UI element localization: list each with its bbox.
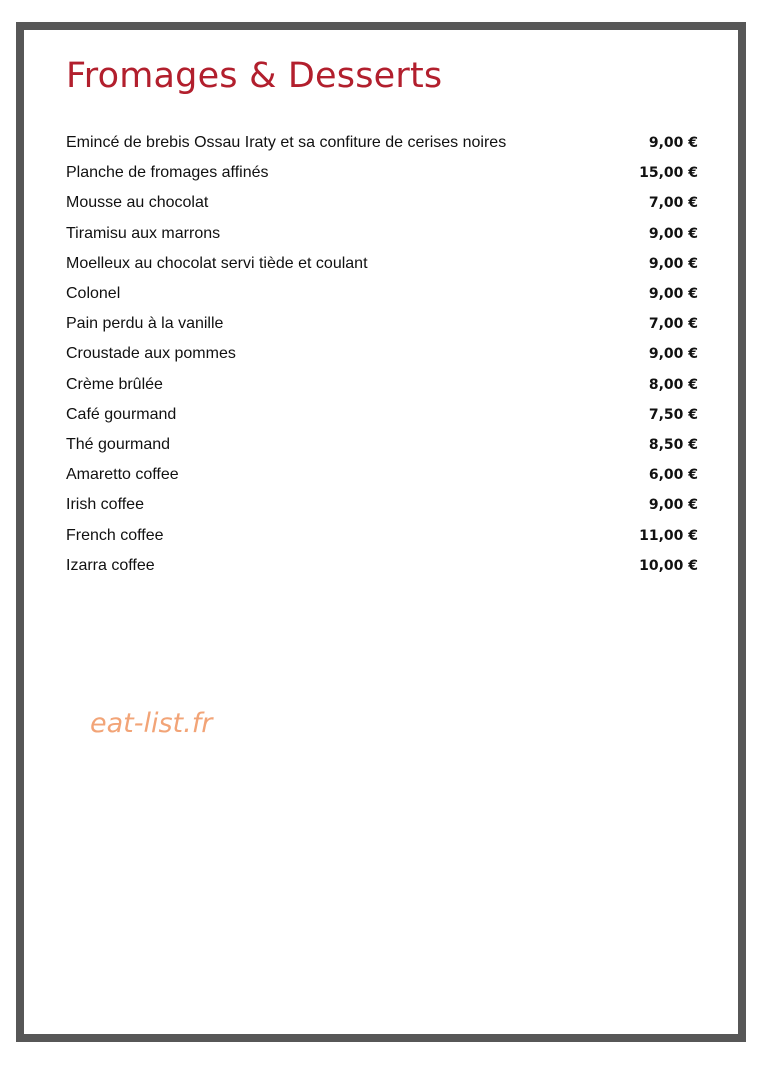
menu-item-name: Crème brûlée — [66, 375, 163, 393]
menu-item — [66, 309, 698, 339]
menu-item-price: 15,00 € — [639, 165, 698, 182]
menu-item-price: 7,50 € — [648, 406, 698, 423]
menu-item-price: 9,00 € — [648, 225, 698, 242]
menu-item-name: Moelleux au chocolat servi tiède et coulant — [66, 254, 368, 272]
menu-page — [16, 22, 746, 1042]
menu-item — [66, 490, 698, 520]
menu-item-name: Café gourmand — [66, 405, 177, 423]
menu-item-price: 8,00 € — [648, 376, 698, 393]
menu-item-price: 9,00 € — [648, 497, 698, 514]
menu-item — [66, 219, 698, 249]
menu-item-name: Colonel — [66, 285, 121, 303]
menu-item-price: 8,50 € — [648, 436, 698, 453]
menu-item — [66, 279, 698, 309]
menu-item-name: Emincé de brebis Ossau Iraty et sa confiture de cerises noires — [66, 134, 507, 152]
menu-item-price: 9,00 € — [648, 286, 698, 303]
menu-item-name: Izarra coffee — [66, 556, 155, 574]
menu-item-price: 7,00 € — [648, 316, 698, 333]
watermark-text: eat-list.fr — [90, 708, 213, 739]
menu-item — [66, 400, 698, 430]
menu-item-price: 7,00 € — [648, 195, 698, 212]
menu-item — [66, 188, 698, 218]
menu-item-name: Tiramisu aux marrons — [66, 224, 221, 242]
menu-item-price: 9,00 € — [648, 255, 698, 272]
menu-item — [66, 339, 698, 369]
menu-item-name: Planche de fromages affinés — [66, 164, 269, 182]
menu-item-name: Mousse au chocolat — [66, 194, 209, 212]
menu-item-name: Thé gourmand — [66, 435, 171, 453]
menu-item — [66, 430, 698, 460]
menu-item — [66, 520, 698, 550]
menu-item-name: Irish coffee — [66, 496, 144, 514]
menu-item-price: 9,00 € — [648, 135, 698, 152]
menu-item-name: French coffee — [66, 526, 164, 544]
menu-list — [66, 128, 698, 581]
menu-item-price: 10,00 € — [639, 557, 698, 574]
menu-item-name: Pain perdu à la vanille — [66, 315, 224, 333]
menu-item-price: 6,00 € — [648, 467, 698, 484]
menu-title: Fromages & Desserts — [66, 56, 443, 96]
menu-item — [66, 158, 698, 188]
menu-item-price: 9,00 € — [648, 346, 698, 363]
menu-item — [66, 128, 698, 158]
menu-item — [66, 551, 698, 581]
menu-item-name: Amaretto coffee — [66, 466, 179, 484]
menu-item — [66, 460, 698, 490]
menu-item-price: 11,00 € — [639, 527, 698, 544]
menu-item — [66, 370, 698, 400]
menu-item-name: Croustade aux pommes — [66, 345, 236, 363]
menu-item — [66, 249, 698, 279]
